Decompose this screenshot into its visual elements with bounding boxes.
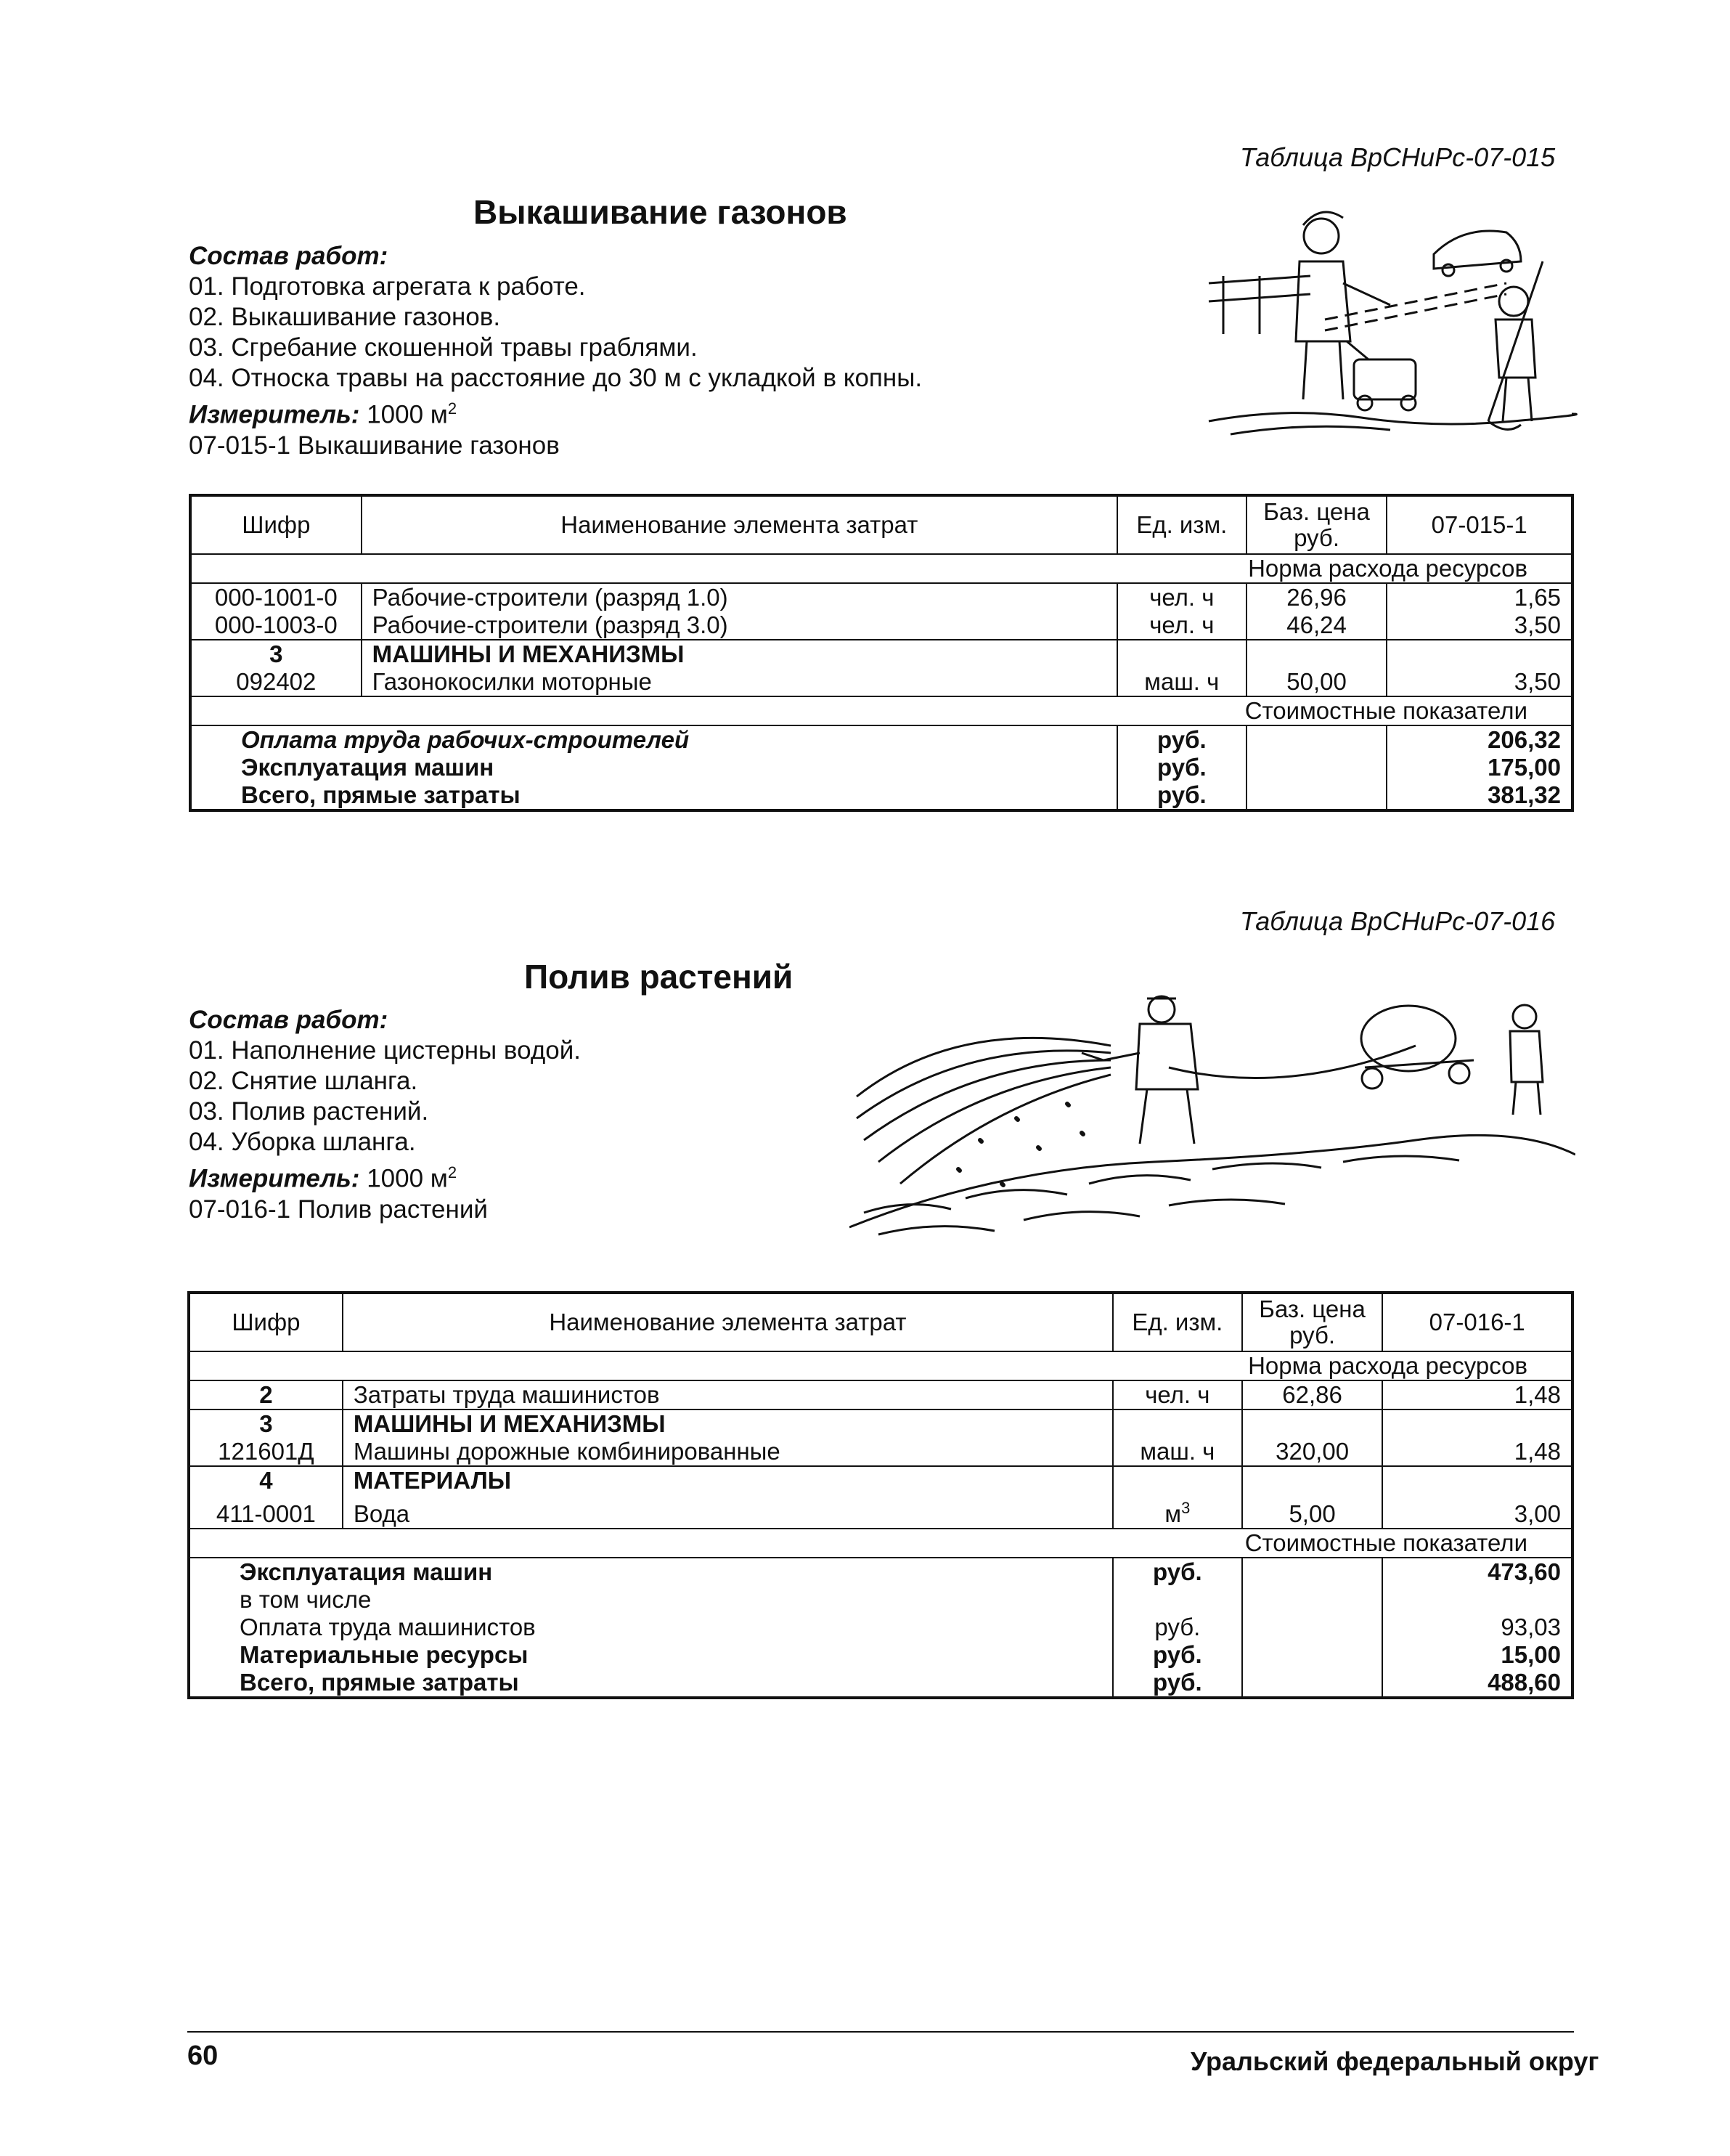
watering-illustration — [849, 988, 1575, 1249]
footer-divider — [187, 2031, 1574, 2033]
cell-price: 26,96 — [1247, 583, 1387, 611]
total-value: 473,60 — [1382, 1558, 1572, 1586]
cell-value: 1,48 — [1382, 1380, 1572, 1409]
cell-name: Затраты труда машинистов — [343, 1380, 1113, 1409]
total-unit: руб. — [1117, 781, 1247, 810]
total-value: 93,03 — [1382, 1614, 1572, 1641]
measure-label: Измеритель: — [189, 1164, 360, 1193]
total-label: Всего, прямые затраты — [190, 781, 1117, 810]
work-item: 03. Сгребание скошенной травы граблями. — [189, 333, 698, 362]
total-label: Всего, прямые затраты — [189, 1669, 1113, 1698]
cell-name: МАШИНЫ И МЕХАНИЗМЫ — [362, 640, 1117, 668]
works-block-1 — [189, 241, 1220, 461]
measure-label: Измеритель: — [189, 400, 360, 429]
measure-line — [189, 394, 1220, 431]
cell-value: 1,48 — [1382, 1438, 1572, 1466]
work-item: 02. Снятие шланга. — [189, 1067, 418, 1095]
cell-unit — [1113, 1466, 1242, 1494]
page-number: 60 — [187, 2041, 219, 2071]
footer-region: Уральский федеральный округ — [1191, 2046, 1599, 2076]
cell-code: 000-1001-0 — [190, 583, 362, 611]
total-row — [190, 754, 1572, 781]
unit-text: м — [1164, 1500, 1182, 1527]
cell-price: 50,00 — [1247, 668, 1387, 696]
total-label: Материальные ресурсы — [189, 1641, 1113, 1669]
table-row — [190, 611, 1572, 640]
cell-code: 4 — [189, 1466, 343, 1494]
cell-unit — [1117, 640, 1247, 668]
total-value: 488,60 — [1382, 1669, 1572, 1698]
total-unit: руб. — [1113, 1558, 1242, 1586]
table-row — [189, 1438, 1572, 1466]
total-unit: руб. — [1117, 725, 1247, 754]
work-item: 04. Уборка шланга. — [189, 1128, 416, 1156]
total-label: Оплата труда машинистов — [189, 1614, 1113, 1641]
total-price-empty — [1242, 1614, 1383, 1641]
cell-name: МАТЕРИАЛЫ — [343, 1466, 1113, 1494]
cell-unit: маш. ч — [1113, 1438, 1242, 1466]
cost-section-row — [189, 1529, 1572, 1558]
total-row — [189, 1558, 1572, 1586]
total-price-empty — [1247, 754, 1387, 781]
total-row — [189, 1669, 1572, 1698]
table-row — [189, 1409, 1572, 1438]
total-value: 15,00 — [1382, 1641, 1572, 1669]
cell-price: 46,24 — [1247, 611, 1387, 640]
cell-name: МАШИНЫ И МЕХАНИЗМЫ — [343, 1409, 1113, 1438]
total-unit: руб. — [1113, 1614, 1242, 1641]
cell-value: 3,50 — [1387, 668, 1572, 696]
table-row — [190, 640, 1572, 668]
total-value: 381,32 — [1387, 781, 1572, 810]
total-value: 206,32 — [1387, 725, 1572, 754]
cell-unit: чел. ч — [1113, 1380, 1242, 1409]
total-row — [190, 781, 1572, 810]
cell-price — [1242, 1466, 1383, 1494]
lawn-mowing-illustration — [1201, 203, 1579, 443]
work-item: 01. Наполнение цистерны водой. — [189, 1036, 581, 1065]
table-row — [189, 1380, 1572, 1409]
header-code: Шифр — [189, 1293, 343, 1351]
cell-code: 121601Д — [189, 1438, 343, 1466]
table-row — [190, 668, 1572, 696]
total-price-empty — [1242, 1586, 1383, 1614]
norm-line: 07-015-1 Выкашивание газонов — [189, 431, 560, 460]
header-name: Наименование элемента затрат — [343, 1293, 1113, 1351]
table-row — [189, 1466, 1572, 1494]
norm-line: 07-016-1 Полив растений — [189, 1195, 488, 1224]
header-name: Наименование элемента затрат — [362, 495, 1117, 554]
table-code-1: Таблица ВрСНиРс-07-015 — [1240, 142, 1556, 172]
total-label: Эксплуатация машин — [190, 754, 1117, 781]
section-title-2: Полив растений — [524, 958, 793, 996]
total-unit — [1113, 1586, 1242, 1614]
cell-code: 411-0001 — [189, 1494, 343, 1529]
cell-name: Рабочие-строители (разряд 3.0) — [362, 611, 1117, 640]
cost-section-label: Стоимостные показатели — [190, 696, 1572, 725]
cell-code: 092402 — [190, 668, 362, 696]
cell-unit-with-sup — [1113, 1494, 1242, 1529]
cell-code: 3 — [189, 1409, 343, 1438]
cell-value: 3,50 — [1387, 611, 1572, 640]
total-price-empty — [1242, 1558, 1383, 1586]
cell-unit — [1113, 1409, 1242, 1438]
cell-price — [1242, 1409, 1383, 1438]
measure-value: 1000 м — [367, 400, 448, 429]
cell-price: 5,00 — [1242, 1494, 1383, 1529]
cell-price: 320,00 — [1242, 1438, 1383, 1466]
total-row — [189, 1641, 1572, 1669]
cell-value: 1,65 — [1387, 583, 1572, 611]
cell-price — [1247, 640, 1387, 668]
cell-name: Вода — [343, 1494, 1113, 1529]
cell-value — [1387, 640, 1572, 668]
cost-section-label: Стоимостные показатели — [189, 1529, 1572, 1558]
cost-table-2 — [187, 1291, 1574, 1699]
cell-unit: чел. ч — [1117, 583, 1247, 611]
measure-sup: 2 — [447, 399, 457, 418]
header-unit: Ед. изм. — [1117, 495, 1247, 554]
measure-line — [189, 1158, 842, 1195]
cell-name: Машины дорожные комбинированные — [343, 1438, 1113, 1466]
norm-section-label: Норма расхода ресурсов — [189, 1351, 1572, 1380]
unit-sup: 3 — [1181, 1499, 1191, 1517]
total-label: Оплата труда рабочих-строителей — [190, 725, 1117, 754]
cell-unit: маш. ч — [1117, 668, 1247, 696]
total-row — [190, 725, 1572, 754]
table-row — [190, 583, 1572, 611]
cell-value — [1382, 1466, 1572, 1494]
work-item: 01. Подготовка агрегата к работе. — [189, 272, 586, 301]
table-header-row — [190, 495, 1572, 554]
norm-section-row — [190, 554, 1572, 583]
header-norm: 07-015-1 — [1387, 495, 1572, 554]
total-unit: руб. — [1113, 1641, 1242, 1669]
total-row — [189, 1586, 1572, 1614]
works-block-2 — [189, 1005, 842, 1225]
work-item: 04. Относка травы на расстояние до 30 м с укладкой в копны. — [189, 364, 923, 392]
works-heading: Состав работ: — [189, 242, 388, 270]
work-item: 02. Выкашивание газонов. — [189, 303, 501, 331]
norm-section-row — [189, 1351, 1572, 1380]
total-price-empty — [1242, 1669, 1383, 1698]
table-code-2: Таблица ВрСНиРс-07-016 — [1240, 906, 1556, 936]
cell-name: Рабочие-строители (разряд 1.0) — [362, 583, 1117, 611]
cell-price: 62,86 — [1242, 1380, 1383, 1409]
table-header-row — [189, 1293, 1572, 1351]
section-title-1: Выкашивание газонов — [473, 193, 847, 231]
measure-value: 1000 м — [367, 1164, 448, 1193]
table-row — [189, 1494, 1572, 1529]
total-price-empty — [1242, 1641, 1383, 1669]
cell-value: 3,00 — [1382, 1494, 1572, 1529]
cost-section-row — [190, 696, 1572, 725]
total-unit: руб. — [1117, 754, 1247, 781]
cell-unit: чел. ч — [1117, 611, 1247, 640]
header-price: Баз. цена руб. — [1247, 495, 1387, 554]
work-item: 03. Полив растений. — [189, 1097, 429, 1126]
total-unit: руб. — [1113, 1669, 1242, 1698]
total-price-empty — [1247, 725, 1387, 754]
total-row — [189, 1614, 1572, 1641]
cost-table-1 — [189, 494, 1574, 812]
cell-value — [1382, 1409, 1572, 1438]
cell-code: 3 — [190, 640, 362, 668]
total-value — [1382, 1586, 1572, 1614]
total-label: в том числе — [189, 1586, 1113, 1614]
cell-code: 000-1003-0 — [190, 611, 362, 640]
header-code: Шифр — [190, 495, 362, 554]
measure-sup: 2 — [447, 1163, 457, 1181]
header-norm: 07-016-1 — [1382, 1293, 1572, 1351]
total-price-empty — [1247, 781, 1387, 810]
cell-code: 2 — [189, 1380, 343, 1409]
works-heading: Состав работ: — [189, 1006, 388, 1034]
norm-section-label: Норма расхода ресурсов — [190, 554, 1572, 583]
total-label: Эксплуатация машин — [189, 1558, 1113, 1586]
cell-name: Газонокосилки моторные — [362, 668, 1117, 696]
header-price: Баз. цена руб. — [1242, 1293, 1383, 1351]
total-value: 175,00 — [1387, 754, 1572, 781]
header-unit: Ед. изм. — [1113, 1293, 1242, 1351]
